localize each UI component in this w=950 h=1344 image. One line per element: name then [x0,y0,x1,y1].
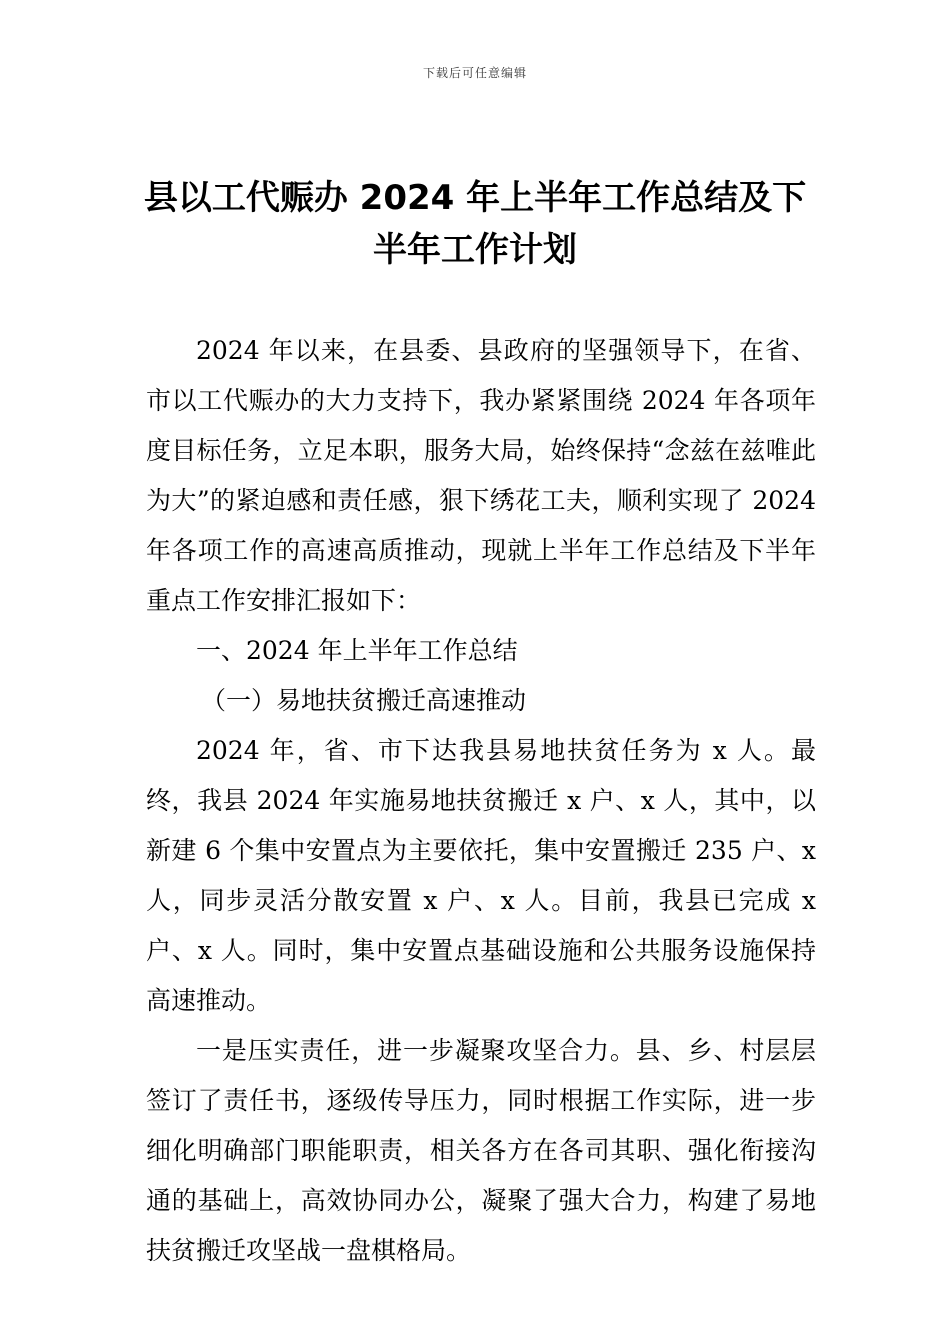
document-title-line-2: 半年工作计划 [373,230,577,270]
body-paragraph: 一是压实责任，进一步凝聚攻坚合力。县、乡、村层层签订了责任书，逐级传导压力，同时根据工作实际，进一步细化明确部门职能职责，相关各方在各司其职、强化衔接沟通的基础上，高效协同办公，凝聚了强大合力，构建了易地扶贫搬迁攻坚战一盘棋格局。 [146,1036,816,1265]
body-paragraph: 2024 年，省、市下达我县易地扶贫任务为 x 人。最终，我县 2024 年实施易地扶贫搬迁 x 户、x 人，其中，以新建 6 个集中安置点为主要依托，集中安置搬迁 235 户、x 人，同步灵活分散安置 x 户、x 人。目前，我县已完成 x 户、x 人。同时，集中安置点基础设施和公共服务设施保持高速推动。 [146,736,816,1015]
intro-paragraph: 2024 年以来，在县委、县政府的坚强领导下，在省、市以工代赈办的大力支持下，我办紧紧围绕 2024 年各项年度目标任务，立足本职，服务大局，始终保持“念兹在兹唯此为大”的紧迫感和责任感，狠下绣花工夫，顺利实现了 2024 年各项工作的高速高质推动，现就上半年工作总结及下半年重点工作安排汇报如下： [146,336,816,615]
document-body [146,326,816,1276]
subsection-heading: （一）易地扶贫搬迁高速推动 [201,686,527,715]
header-note: 下载后可任意编辑 [422,66,527,80]
section-heading: 一、2024 年上半年工作总结 [196,636,518,665]
document-title-line-1: 县以工代赈办 2024 年上半年工作总结及下 [143,178,807,218]
document-title [120,172,830,276]
